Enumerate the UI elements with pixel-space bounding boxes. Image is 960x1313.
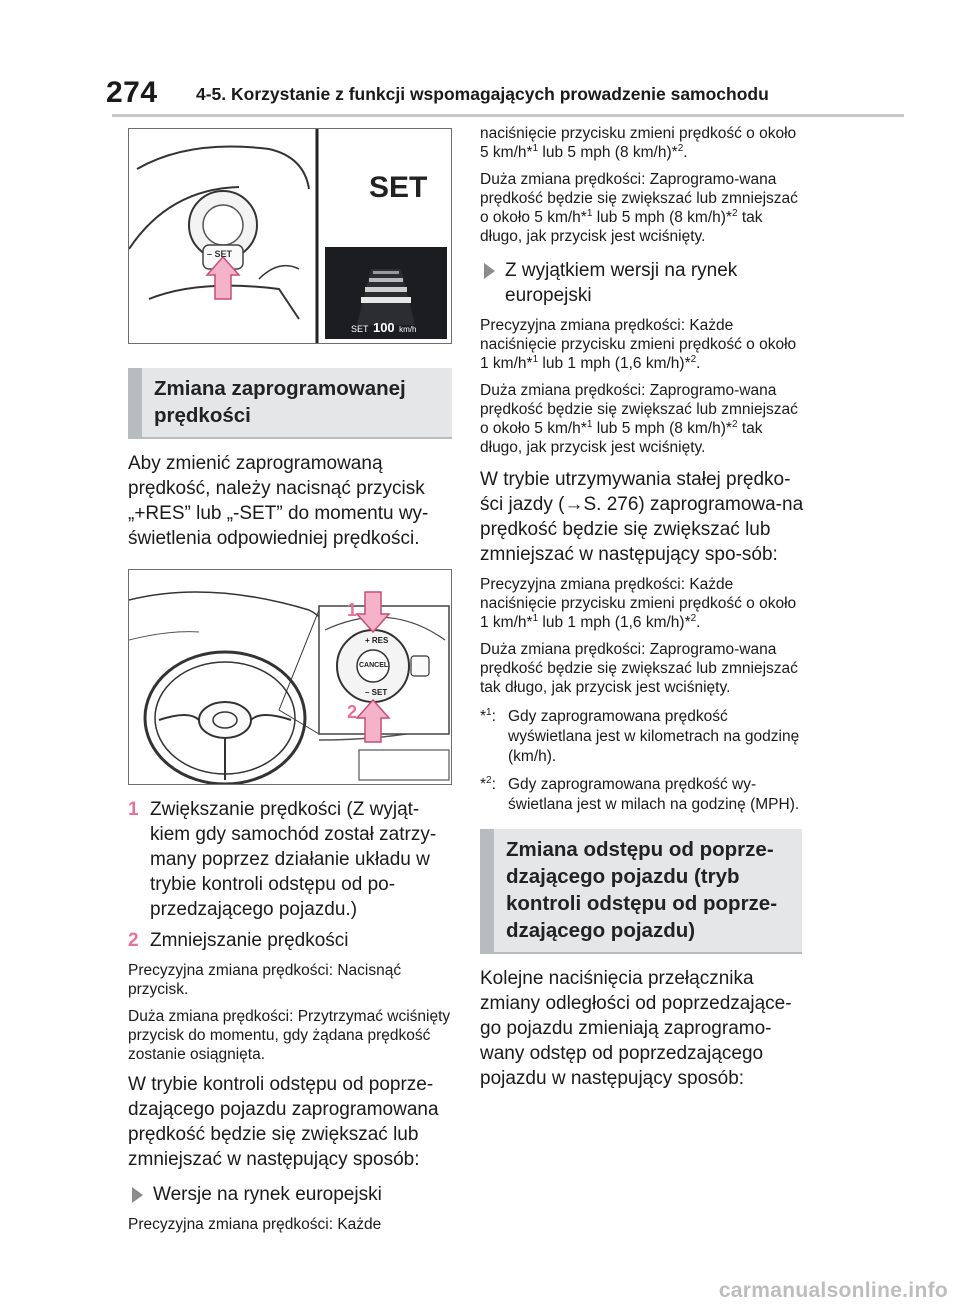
right-column — [480, 124, 806, 1091]
bullet-non-eu-text: Z wyjątkiem wersji na rynek europejski — [505, 260, 738, 306]
text-run: lub 5 mph (8 km/h)* — [538, 144, 678, 161]
list-number-2: 2 — [128, 930, 139, 951]
acc-mode-paragraph: W trybie kontroli odstępu od poprze-dzającego pojazdu zaprogramowana prędkość będzie się zwiększać lub zmniejszać w następujący sposób: — [128, 1074, 439, 1170]
heading-change-distance: Zmiana odstępu od poprze-dzającego pojazdu (tryb kontroli odstępu od poprze-dzającego pojazdu) — [480, 829, 802, 952]
text-run: Duża zmiana prędkości: Zaprogramo-wana prędkość będzie się zwiększać lub zmniejszać o około 5 km/h* — [480, 382, 798, 437]
figure-set-display — [128, 128, 452, 344]
cancel-button-label: CANCEL — [359, 662, 389, 669]
text-run: . — [683, 144, 688, 161]
list-item-1 — [128, 797, 454, 922]
footnote-1-mark: *$^1$: — [480, 706, 496, 725]
footnote-ref: 1 — [532, 353, 539, 365]
footnote-ref: 2 — [690, 353, 697, 365]
text-run: lub 1 mph (1,6 km/h)* — [538, 355, 691, 372]
footnote-ref: 1 — [486, 706, 492, 718]
set-speed-prefix: SET — [351, 324, 369, 334]
callout-1: 1 — [347, 600, 358, 620]
figure-steering-wheel — [128, 569, 452, 785]
final-paragraph: Kolejne naciśnięcia przełącznika zmiany odległości od poprzedzające-go pojazdu zmieniają zaprogramo-wany odstęp od poprzedzającego pojazdu w następujący sposób: — [480, 968, 792, 1089]
res-button-label: + RES — [365, 636, 389, 645]
footnote-2-text: Gdy zaprogramowana prędkość wy-świetlana jest w milach na godzinę (MPH). — [508, 776, 800, 813]
heading-rule — [128, 437, 452, 439]
footnote-star: * — [480, 708, 487, 725]
text-run: lub 5 mph (8 km/h)* — [592, 420, 732, 437]
footnote-star: * — [480, 776, 487, 793]
bullet-eu-versions — [128, 1182, 454, 1207]
set-speed-readout — [351, 319, 416, 337]
text-run: tak długo, jak przycisk jest wciśnięty. — [480, 209, 763, 245]
text-run: . — [696, 614, 701, 631]
set-title: SET — [369, 171, 428, 204]
non-eu-fine-text — [480, 316, 806, 373]
list-number-1: 1 — [128, 799, 139, 820]
triangle-bullet-icon — [484, 263, 495, 279]
footnote-ref: 2 — [731, 207, 738, 219]
cs-fine-text — [480, 575, 806, 632]
list-text-1: Zwiększanie prędkości (Z wyjąt-kiem gdy samochód został zatrzy-many poprzez działanie układu w trybie kontroli odstępu od po-przedzającego pojazdu.) — [150, 799, 437, 920]
non-eu-coarse-text — [480, 381, 806, 457]
footnote-ref: 1 — [532, 612, 539, 624]
constant-speed-paragraph: W trybie utrzymywania stałej prędko-ści jazdy (→S. 276) zaprogramowa-na prędkość będzie się zwiększać lub zmniejszać w następujący spo-sób: — [480, 469, 804, 565]
text-run: lub 5 mph (8 km/h)* — [592, 209, 732, 226]
bullet-eu-text: Wersje na rynek europejski — [153, 1184, 382, 1205]
fine-change-text: Precyzyjna zmiana prędkości: Nacisnąć przycisk. — [128, 962, 402, 998]
footnote-2 — [480, 775, 806, 815]
header-rule — [112, 114, 904, 117]
callout-2: 2 — [347, 702, 358, 722]
footnote-ref: 1 — [586, 418, 593, 430]
watermark: carmanualsonline.info — [718, 1279, 948, 1302]
footnote-ref: 2 — [690, 612, 697, 624]
steering-wheel-illustration — [129, 570, 452, 785]
page-header — [0, 0, 960, 116]
text-run: Precyzyjna zmiana prędkości: Każde naciśnięcie przycisku zmieni prędkość o około 1 km/h* — [480, 317, 797, 372]
footnote-1 — [480, 707, 806, 767]
intro-paragraph: Aby zmienić zaprogramowaną prędkość, należy nacisnąć przycisk „+RES” lub „-SET” do momentu wy-świetlenia odpowiedniej prędkości. — [128, 453, 429, 549]
set-button-label: – SET — [207, 249, 233, 259]
heading-change-speed: Zmiana zaprogramowanej prędkości — [128, 368, 452, 437]
eu-coarse-text — [480, 170, 806, 246]
section-title: 4-5. Korzystanie z funkcji wspomagających prowadzenie samochodu — [196, 84, 769, 104]
text-run: . — [696, 355, 701, 372]
footnote-ref: 1 — [586, 207, 593, 219]
left-column — [128, 128, 454, 1234]
footnote-ref: 2 — [677, 142, 684, 154]
eu-fine-text-cont — [480, 124, 806, 162]
set-speed-unit: km/h — [399, 325, 417, 334]
footnote-1-text: Gdy zaprogramowana prędkość wyświetlana jest w kilometrach na godzinę (km/h). — [508, 708, 800, 765]
coarse-change-text: Duża zmiana prędkości: Przytrzymać wciśnięty przycisk do momentu, gdy żądana prędkość zostanie osiągnięta. — [128, 1008, 451, 1063]
cs-coarse-text: Duża zmiana prędkości: Zaprogramo-wana prędkość będzie się zwiększać lub zmniejszać tak długo, jak przycisk jest wciśnięty. — [480, 641, 798, 696]
eu-fine-text-start: Precyzyjna zmiana prędkości: Każde — [128, 1216, 382, 1233]
set-button-label-2: – SET — [365, 688, 388, 697]
footnote-2-mark: *$^2$: — [480, 774, 496, 793]
steering-set-illustration — [129, 129, 452, 344]
footnote-ref: 1 — [532, 142, 539, 154]
text-run: Duża zmiana prędkości: Zaprogramo-wana prędkość będzie się zwiększać lub zmniejszać o około 5 km/h* — [480, 171, 798, 226]
text-run: lub 1 mph (1,6 km/h)* — [538, 614, 691, 631]
list-text-2: Zmniejszanie prędkości — [150, 930, 349, 951]
page-number: 274 — [106, 76, 158, 109]
list-item-2 — [128, 928, 454, 953]
heading-rule — [480, 952, 802, 954]
text-run: tak długo, jak przycisk jest wciśnięty. — [480, 420, 763, 456]
text-run: naciśnięcie przycisku zmieni prędkość o około 5 km/h* — [480, 125, 797, 161]
bullet-non-eu-versions — [480, 258, 806, 308]
footnote-ref: 2 — [486, 774, 492, 786]
triangle-bullet-icon — [132, 1187, 143, 1203]
footnote-ref: 2 — [731, 418, 738, 430]
text-run: Precyzyjna zmiana prędkości: Każde naciśnięcie przycisku zmieni prędkość o około 1 km/h* — [480, 576, 797, 631]
set-speed-value: 100 — [372, 320, 395, 335]
